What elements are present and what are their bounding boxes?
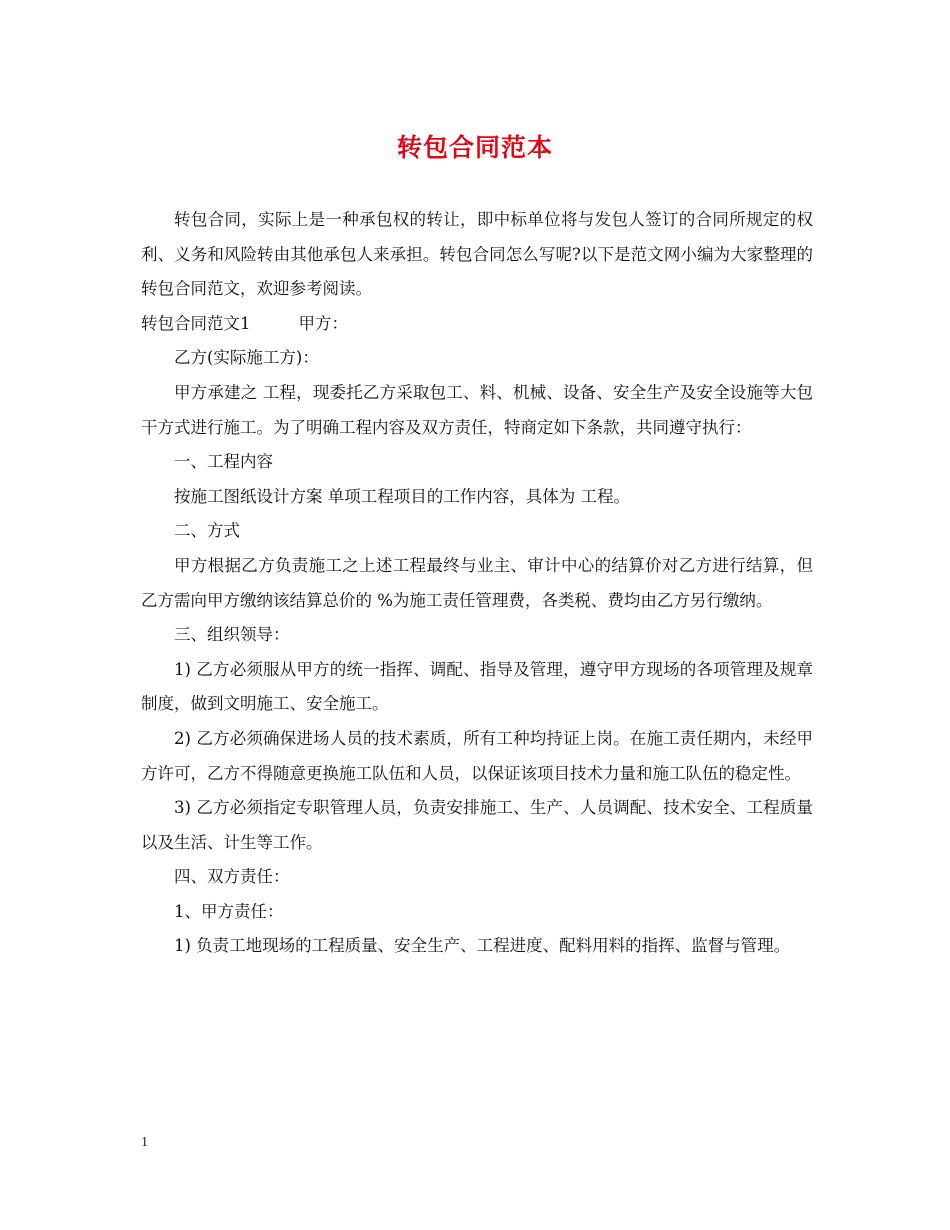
intro-paragraph: 转包合同，实际上是一种承包权的转让，即中标单位将与发包人签订的合同所规定的权利、义务和风险转由其他承包人来承担。转包合同怎么写呢?以下是范文网小编为大家整理的转包合同范文，欢迎参考阅读。 bbox=[141, 210, 813, 299]
section3-item3: 3) 乙方必须指定专职管理人员，负责安排施工、生产、人员调配、技术安全、工程质量以及生活、计生等工作。 bbox=[141, 798, 813, 852]
page-number: 1 bbox=[141, 1135, 148, 1150]
document-title: 转包合同范本 bbox=[396, 133, 553, 162]
sample-label: 转包合同范文1 bbox=[141, 313, 251, 333]
section1-text: 按施工图纸设计方案 单项工程项目的工作内容，具体为 工程。 bbox=[174, 486, 630, 506]
sample-label-line bbox=[141, 307, 813, 342]
section1-heading: 一、工程内容 bbox=[174, 452, 273, 472]
section4-heading: 四、双方责任： bbox=[174, 867, 290, 887]
section3-item2: 2) 乙方必须确保进场人员的技术素质，所有工种均持证上岗。在施工责任期内，未经甲方许可，乙方不得随意更换施工队伍和人员，以保证该项目技术力量和施工队伍的稳定性。 bbox=[141, 728, 813, 783]
party-b-label: 乙方(实际施工方)： bbox=[174, 348, 319, 368]
section2-text: 甲方根据乙方负责施工之上述工程最终与业主、审计中心的结算价对乙方进行结算，但乙方需向甲方缴纳该结算总价的 %为施工责任管理费，各类税、费均由乙方另行缴纳。 bbox=[141, 555, 813, 610]
section3-item1: 1) 乙方必须服从甲方的统一指挥、调配、指导及管理，遵守甲方现场的各项管理及规章制度，做到文明施工、安全施工。 bbox=[141, 659, 813, 714]
section3-heading: 三、组织领导： bbox=[174, 625, 290, 645]
section4-sub1-item1: 1) 负责工地现场的工程质量、安全生产、工程进度、配料用料的指挥、监督与管理。 bbox=[174, 936, 791, 956]
section4-sub1-heading: 1、甲方责任： bbox=[174, 901, 284, 921]
document-body bbox=[141, 203, 813, 964]
section2-heading: 二、方式 bbox=[174, 521, 240, 541]
party-a-label: 甲方： bbox=[298, 313, 348, 333]
preamble-paragraph: 甲方承建之 工程，现委托乙方采取包工、料、机械、设备、安全生产及安全设施等大包干方式进行施工。为了明确工程内容及双方责任，特商定如下条款，共同遵守执行： bbox=[141, 382, 813, 437]
